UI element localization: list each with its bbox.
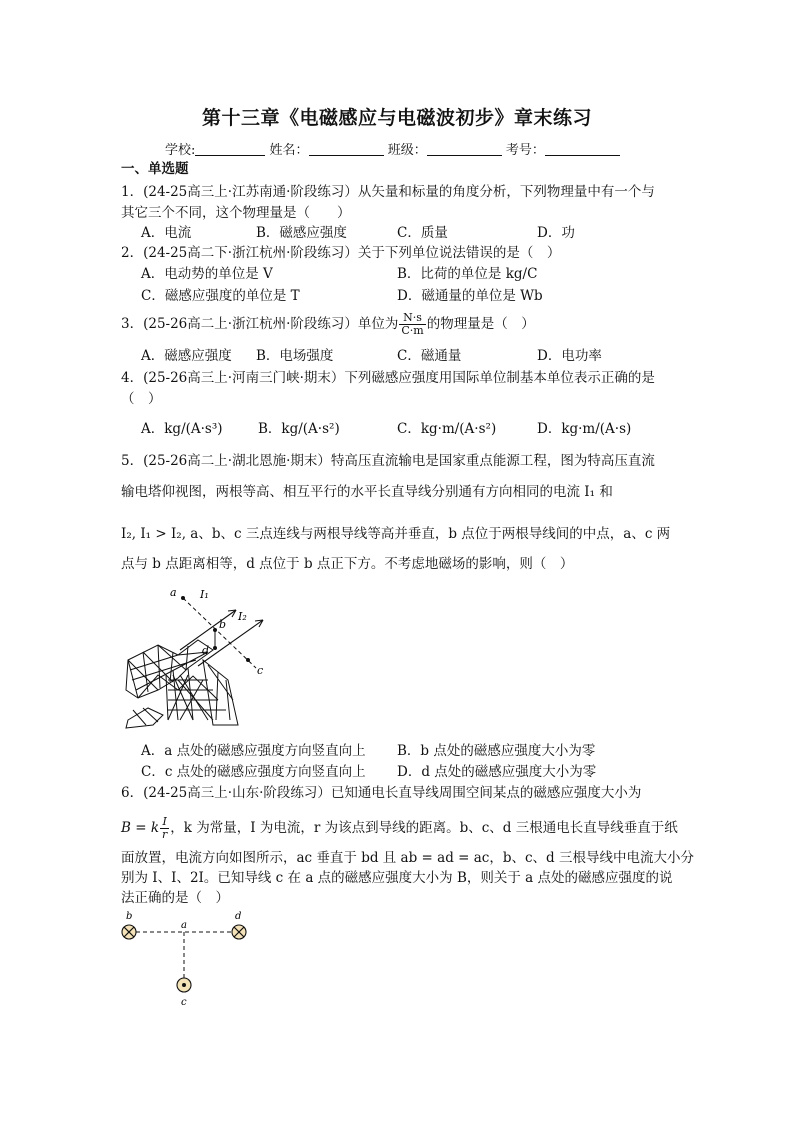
q2-option-c[interactable]: C．磁感应强度的单位是 T bbox=[141, 288, 300, 304]
wire-c-out-of-page-icon bbox=[177, 978, 191, 992]
q1-option-d[interactable]: D．功 bbox=[537, 225, 575, 241]
wire-d-into-page-icon bbox=[232, 925, 246, 939]
q2-option-b[interactable]: B．比荷的单位是 kg/C bbox=[397, 266, 538, 282]
q5-option-b[interactable]: B．b 点处的磁感应强度大小为零 bbox=[397, 743, 596, 759]
q6-wires-figure bbox=[115, 908, 260, 1010]
q2-option-a[interactable]: A．电动势的单位是 V bbox=[141, 266, 273, 282]
q5-tower-figure bbox=[118, 580, 278, 730]
q6-stem-line2-rest: ，k 为常量，I 为电流，r 为该点到导线的距离。b、c、d 三根通电长直导线垂直于纸 bbox=[170, 820, 678, 836]
q3-fraction-numerator: N·s bbox=[399, 312, 425, 325]
q1-stem-line2: 其它三个不同，这个物理量是（ ） bbox=[121, 205, 351, 221]
q3-option-d[interactable]: D．电功率 bbox=[537, 348, 602, 364]
q4-option-c[interactable]: C．kg·m/(A·s²) bbox=[397, 421, 497, 437]
number-label: 考号： bbox=[505, 143, 545, 158]
q6-stem-line3: 面放置，电流方向如图所示，ac 垂直于 bd 且 ab = ad = ac，b、c、d 三根导线中电流大小分 bbox=[121, 850, 694, 866]
q6-fraction-numerator: I bbox=[160, 816, 169, 829]
q6-formula-lhs: B = k bbox=[121, 820, 159, 836]
q3-unit-fraction bbox=[399, 312, 425, 337]
name-blank[interactable] bbox=[309, 142, 384, 156]
q6-stem-line4: 别为 I、I、2I。已知导线 c 在 a 点的磁感应强度大小为 B，则关于 a 点处的磁感应强度的说 bbox=[121, 870, 673, 886]
q5-option-a[interactable]: A．a 点处的磁感应强度方向竖直向上 bbox=[141, 743, 366, 759]
q4-option-a[interactable]: A．kg/(A·s³) bbox=[141, 421, 223, 437]
student-info-line bbox=[165, 139, 620, 158]
q5-stem-line4: 点与 b 点距离相等，d 点位于 b 点正下方。不考虑地磁场的影响，则（ ） bbox=[121, 556, 574, 572]
q6-stem-line2 bbox=[121, 816, 678, 841]
q1-option-c[interactable]: C．质量 bbox=[397, 225, 448, 241]
q5-stem-line2: 输电塔仰视图，两根等高、相互平行的水平长直导线分别通有方向相同的电流 I₁ 和 bbox=[121, 484, 613, 500]
number-blank[interactable] bbox=[545, 142, 620, 156]
q6-stem-line1: 6．(24-25高三上·山东·阶段练习）已知通电长直导线周围空间某点的磁感应强度大小为 bbox=[121, 785, 642, 801]
label-i1: I₁ bbox=[200, 588, 209, 601]
label-d: d bbox=[235, 911, 242, 922]
wire-b-into-page-icon bbox=[122, 925, 136, 939]
q5-stem-line3: I₂, I₁ > I₂, a、b、c 三点连线与两根导线等高并垂直，b 点位于两根导线间的中点，a、c 两 bbox=[121, 526, 671, 542]
label-c: c bbox=[181, 997, 187, 1008]
q5-option-c[interactable]: C．c 点处的磁感应强度方向竖直向上 bbox=[141, 764, 366, 780]
q6-fraction-denominator: r bbox=[162, 828, 168, 841]
q2-option-d[interactable]: D．磁通量的单位是 Wb bbox=[397, 288, 543, 304]
q4-option-d[interactable]: D．kg·m/(A·s) bbox=[537, 421, 632, 437]
point-c-dot bbox=[246, 658, 250, 662]
class-label: 班级： bbox=[387, 143, 427, 158]
label-a: a bbox=[170, 586, 177, 599]
label-c: c bbox=[257, 664, 264, 677]
transmission-tower-drawing bbox=[126, 640, 238, 728]
label-b: b bbox=[126, 911, 133, 922]
q3-stem bbox=[121, 312, 535, 337]
q3-option-c[interactable]: C．磁通量 bbox=[397, 348, 462, 364]
q1-option-b[interactable]: B．磁感应强度 bbox=[256, 225, 347, 241]
label-i2: I₂ bbox=[238, 610, 247, 623]
q4-stem-line1: 4．(25-26高三上·河南三门峡·期末）下列磁感应强度用国际单位制基本单位表示正确的是 bbox=[121, 370, 655, 386]
q6-formula-fraction bbox=[160, 816, 169, 841]
q3-fraction-denominator: C·m bbox=[401, 324, 424, 337]
point-a-dot bbox=[181, 596, 185, 600]
section-heading: 一、单选题 bbox=[121, 161, 189, 177]
name-label: 姓名： bbox=[269, 143, 309, 158]
class-blank[interactable] bbox=[427, 142, 502, 156]
q6-stem-line5: 法正确的是（ ） bbox=[121, 890, 229, 906]
q1-stem-line1: 1．(24-25高三上·江苏南通·阶段练习）从矢量和标量的角度分析，下列物理量中有一个与 bbox=[121, 184, 655, 200]
label-a: a bbox=[181, 920, 187, 931]
q1-option-a[interactable]: A．电流 bbox=[141, 225, 192, 241]
q3-option-a[interactable]: A．磁感应强度 bbox=[141, 348, 232, 364]
q3-option-b[interactable]: B．电场强度 bbox=[256, 348, 334, 364]
label-d: d bbox=[202, 644, 210, 657]
q4-stem-line2: （ ） bbox=[121, 391, 162, 407]
page-title: 第十三章《电磁感应与电磁波初步》章末练习 bbox=[201, 107, 592, 129]
q2-stem: 2．(24-25高二下·浙江杭州·阶段练习）关于下列单位说法错误的是（ ） bbox=[121, 245, 561, 261]
label-b: b bbox=[219, 618, 227, 631]
q4-option-b[interactable]: B．kg/(A·s²) bbox=[258, 421, 340, 437]
q5-option-d[interactable]: D．d 点处的磁感应强度大小为零 bbox=[397, 764, 597, 780]
q5-stem-line1: 5．(25-26高二上·湖北恩施·期末）特高压直流输电是国家重点能源工程，图为特高压直流 bbox=[121, 453, 655, 469]
school-blank[interactable] bbox=[195, 142, 265, 156]
q3-stem-after: 的物理量是（ ） bbox=[426, 316, 535, 332]
q3-stem-before: 3．(25-26高二上·浙江杭州·阶段练习）单位为 bbox=[121, 316, 399, 332]
school-label: 学校: bbox=[165, 143, 196, 158]
